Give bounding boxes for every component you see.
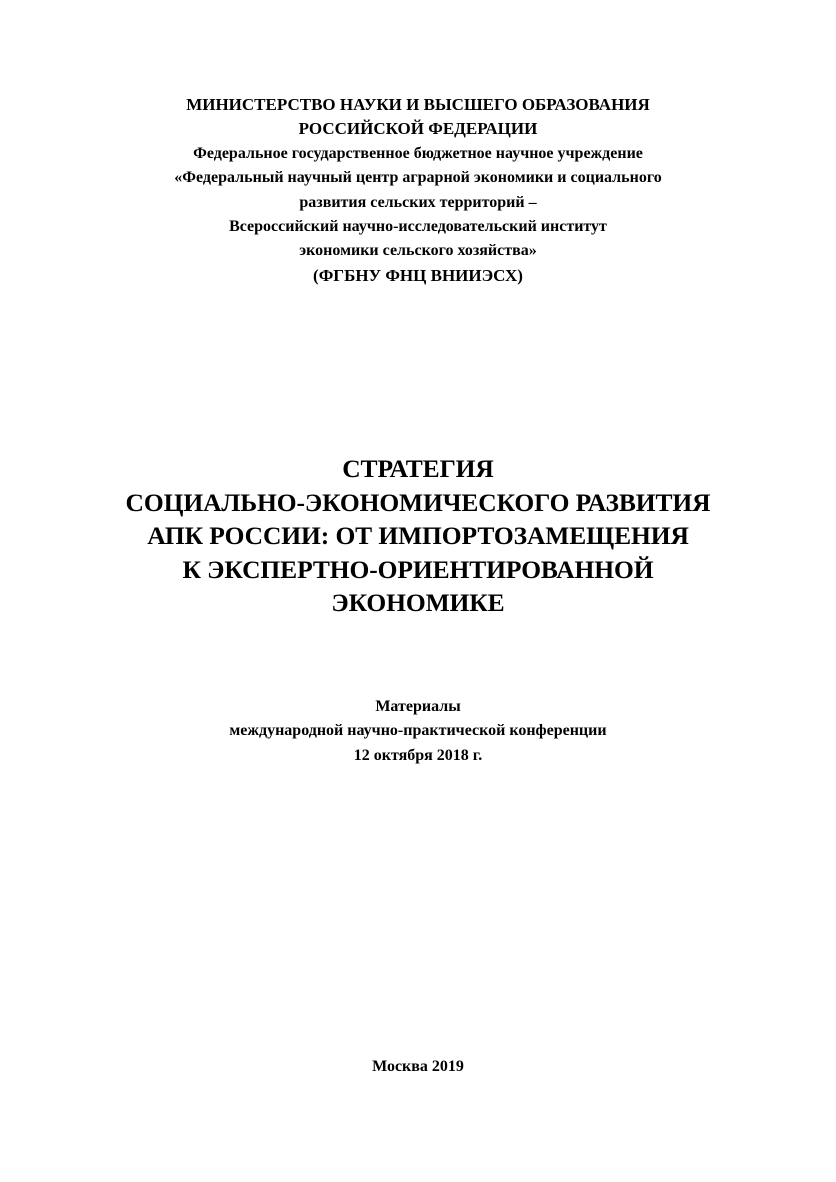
document-title [0,452,836,620]
conference-materials [0,695,836,768]
title-line-4: К ЭКСПЕРТНО-ОРИЕНТИРОВАННОЙ [182,554,654,584]
conference-name: международной научно-практической конференции [229,722,607,740]
city-year: Москва 2019 [372,1058,464,1075]
publisher-header [0,93,836,288]
institute-name-line-1: Всероссийский научно-исследовательский институт [229,218,607,236]
title-line-3: АПК РОССИИ: ОТ ИМПОРТОЗАМЕЩЕНИЯ [147,521,689,550]
institution-type-line: Федеральное государственное бюджетное научное учреждение [193,144,643,162]
institution-name-line-1: «Федеральный научный центр аграрной экономики и социального [174,169,662,187]
institution-abbreviation: (ФГБНУ ФНЦ ВНИИЭСХ) [313,265,523,285]
title-line-1: СТРАТЕГИЯ [342,454,494,483]
conference-date: 12 октября 2018 г. [353,746,483,764]
institution-name-line-2: развития сельских территорий – [299,193,537,211]
ministry-line-2: РОССИЙСКОЙ ФЕДЕРАЦИИ [298,119,538,139]
title-line-5: ЭКОНОМИКЕ [331,588,505,617]
title-line-2: СОЦИАЛЬНО-ЭКОНОМИЧЕСКОГО РАЗВИТИЯ [125,487,711,517]
institute-name-line-2: экономики сельского хозяйства» [299,242,537,260]
materials-label: Материалы [375,698,461,715]
ministry-line-1: МИНИСТЕРСТВО НАУКИ И ВЫСШЕГО ОБРАЗОВАНИЯ [186,95,650,114]
